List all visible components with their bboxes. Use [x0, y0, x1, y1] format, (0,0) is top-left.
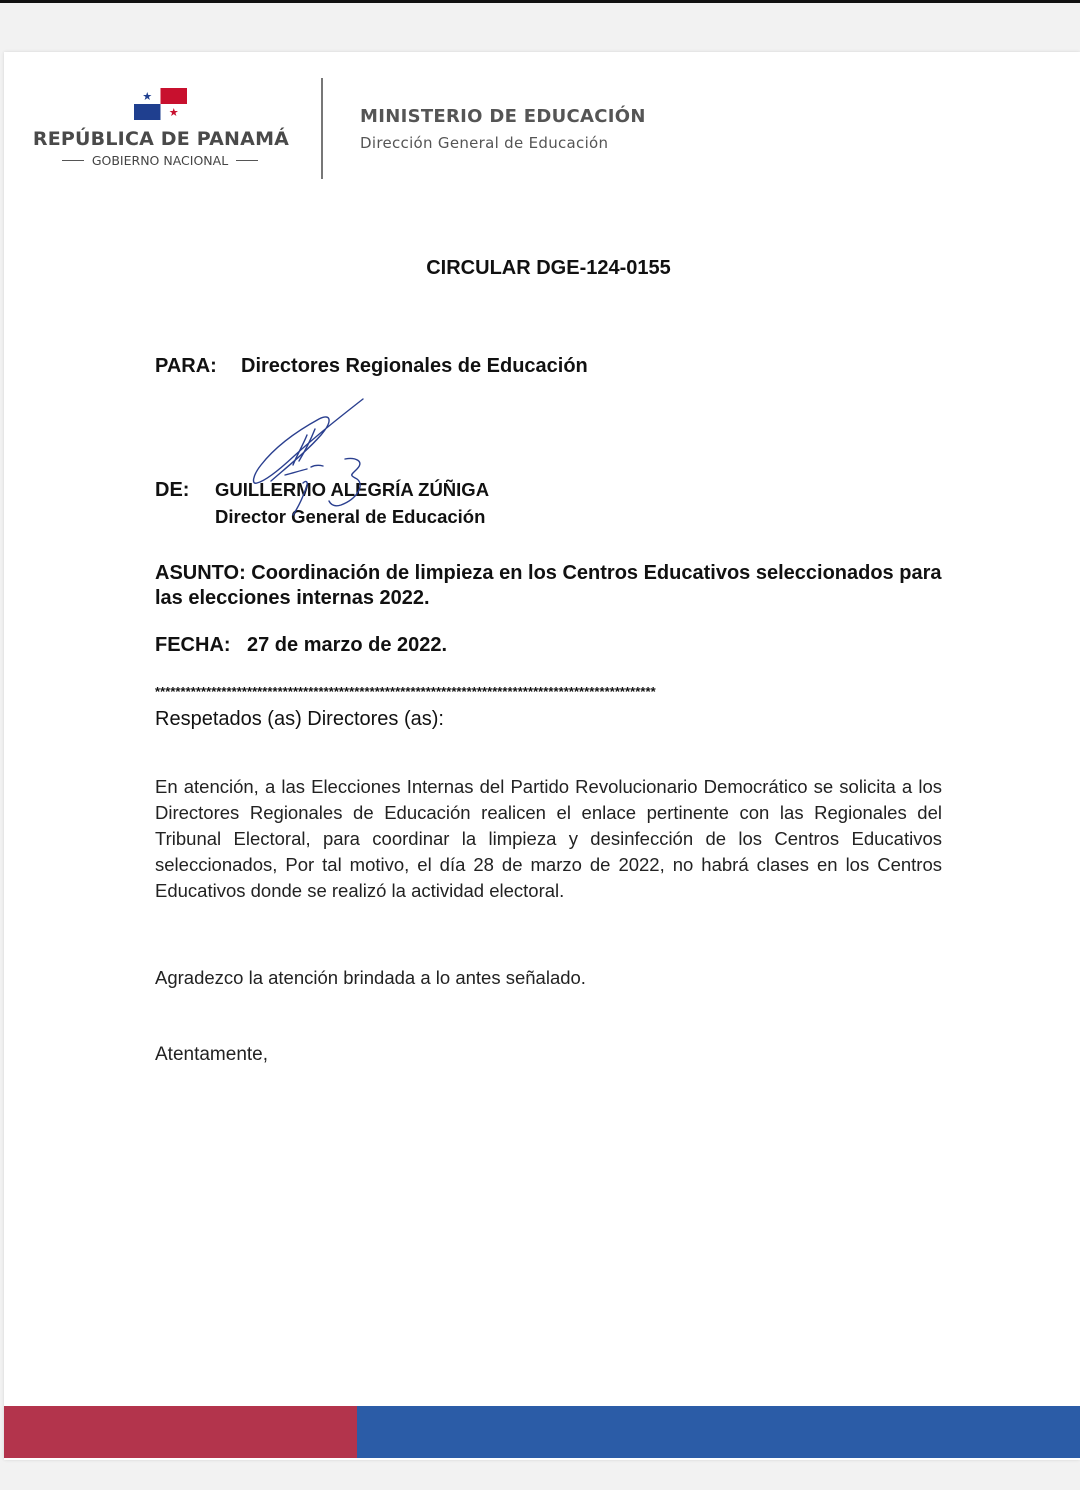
ministry-title: MINISTERIO DE EDUCACIÓN	[360, 106, 646, 127]
top-edge	[0, 0, 1080, 3]
body-paragraph: En atención, a las Elecciones Internas del Partido Revolucionario Democrático se solicita a los Directores Regionales de Educación realicen el enlace pertinente con las Regionales del Tribunal Electoral, para coordinar la limpieza y desinfección de los Centros Educativos seleccionados, Por tal motivo, el día 28 de marzo de 2022, no habrá clases en los Centros Educativos donde se realizó la actividad electoral.	[155, 776, 942, 901]
handwritten-signature	[245, 395, 375, 520]
divider-line	[236, 160, 258, 162]
panama-flag-icon	[134, 88, 187, 120]
fecha-label: FECHA:	[155, 634, 231, 656]
directorate-subtitle: Dirección General de Educación	[360, 134, 609, 152]
para-value: Directores Regionales de Educación	[241, 355, 588, 377]
republic-title: REPÚBLICA DE PANAMÁ	[32, 128, 290, 150]
sender-role: Director General de Educación	[215, 506, 486, 527]
footer-red-bar	[4, 1406, 357, 1458]
subject: ASUNTO: Coordinación de limpieza en los Centros Educativos seleccionados para las elecciones internas 2022.	[155, 562, 942, 609]
circular-number: CIRCULAR DGE-124-0155	[426, 257, 671, 279]
divider-line	[62, 160, 84, 162]
thanks-line: Agradezco la atención brindada a lo antes señalado.	[155, 967, 586, 988]
government-subtitle-row	[44, 153, 276, 168]
de-label: DE:	[155, 479, 190, 501]
greeting: Respetados (as) Directores (as):	[155, 708, 444, 730]
government-subtitle: GOBIERNO NACIONAL	[91, 153, 229, 168]
fecha-value: 27 de marzo de 2022.	[247, 634, 448, 656]
para-label: PARA:	[155, 355, 217, 377]
flag-blue-quarter	[134, 104, 161, 120]
footer-blue-bar	[357, 1406, 1080, 1458]
flag-red-quarter	[161, 88, 188, 104]
asterisk-separator: **************************************************************************************************	[155, 684, 656, 699]
closing-line: Atentamente,	[155, 1044, 269, 1065]
sender-name: GUILLERMO ALEGRÍA ZÚÑIGA	[215, 479, 490, 500]
header-divider	[321, 78, 323, 179]
